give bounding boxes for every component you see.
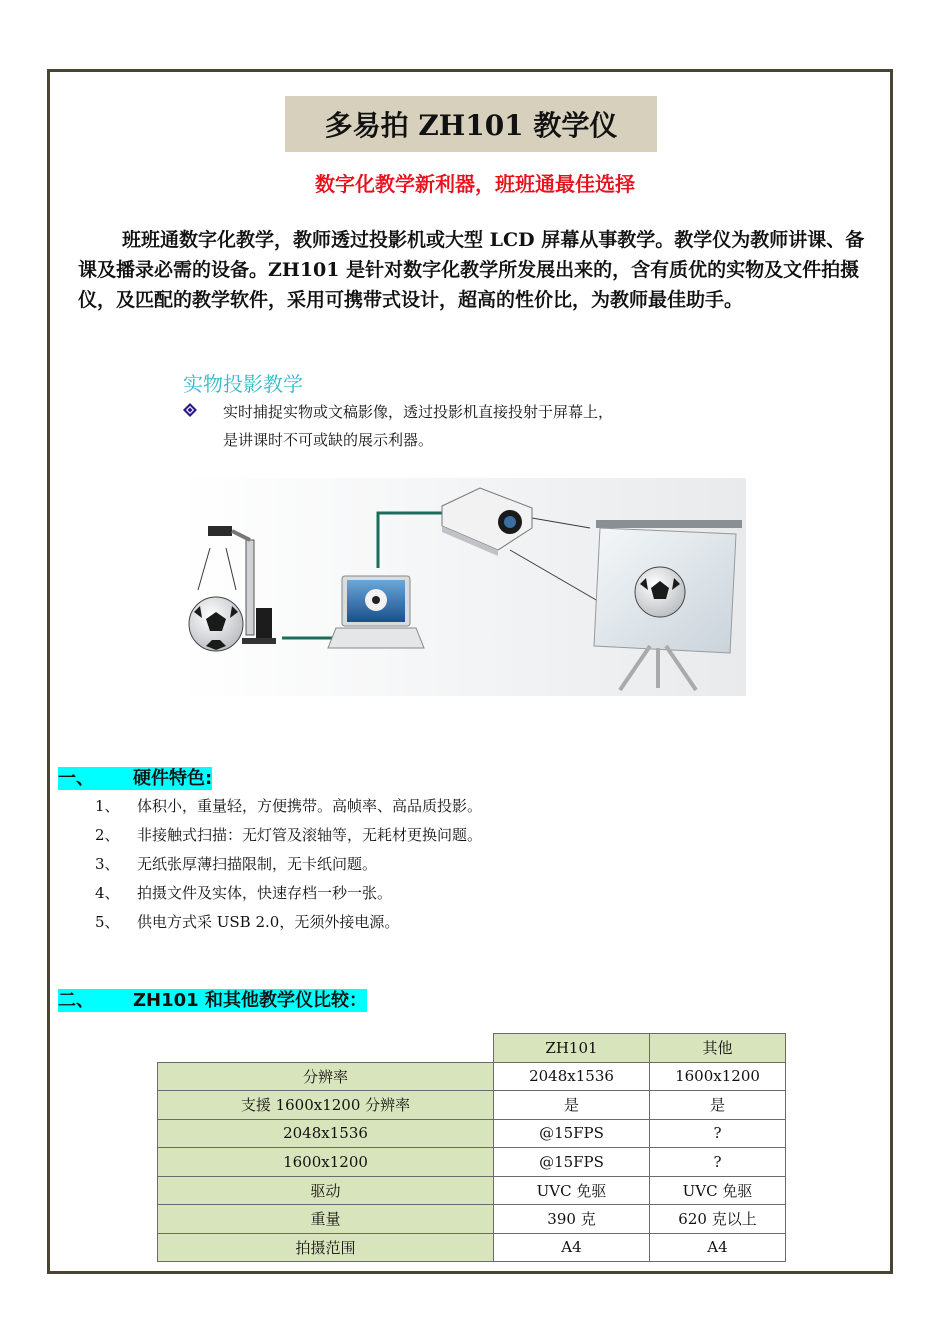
table-row: 重量 390 克 620 克以上 <box>158 1205 786 1234</box>
table-header-row <box>158 1034 786 1063</box>
hardware-features-list <box>95 792 482 937</box>
table-row: 驱动 UVC 免驱 UVC 免驱 <box>158 1176 786 1205</box>
projection-line-1: 实时捕捉实物或文稿影像，透过投影机直接投射于屏幕上， <box>223 403 614 421</box>
list-item: 1、 体积小，重量轻，方便携带。高帧率、高品质投影。 <box>95 797 483 815</box>
list-item: 2、 非接触式扫描：无灯管及滚轴等，无耗材更换问题。 <box>95 826 483 844</box>
projection-line-2: 是讲课时不可或缺的展示利器。 <box>223 431 434 449</box>
table-header-zh101: ZH101 <box>494 1034 650 1063</box>
section1-heading <box>58 764 212 790</box>
section1-title: 硬件特色: <box>133 768 213 789</box>
table-row: 2048x1536 @15FPS ? <box>158 1119 786 1148</box>
table-row: 支援 1600x1200 分辨率 是 是 <box>158 1091 786 1120</box>
projection-section <box>183 368 614 449</box>
section2-title: ZH101 和其他教学仪比较： <box>133 990 367 1011</box>
list-item: 4、 拍摄文件及实体，快速存档一秒一张。 <box>95 884 393 902</box>
projection-diagram <box>180 478 746 696</box>
projection-heading: 实物投影教学 <box>183 372 303 396</box>
table-header-other: 其他 <box>650 1034 786 1063</box>
projection-description <box>223 398 743 454</box>
table-row: 分辨率 2048x1536 1600x1200 <box>158 1062 786 1091</box>
diamond-bullet-icon <box>183 403 197 417</box>
laptop-icon <box>328 576 424 648</box>
section2-number: 二、 <box>58 990 94 1011</box>
intro-paragraph: 班班通数字化教学，教师透过投影机或大型 LCD 屏幕从事教学。教学仪为教师讲课、备课及播录必需的设备。ZH101 是针对数字化教学所发展出来的，含有质优的实物及文件拍摄仪，及匹配的教学软件，采用可携带式设计，超高的性价比，为教师最佳助手。 <box>78 229 865 311</box>
table-row: 1600x1200 @15FPS ? <box>158 1148 786 1177</box>
soccer-ball-icon <box>189 597 243 651</box>
list-item: 3、 无纸张厚薄扫描限制，无卡纸问题。 <box>95 855 378 873</box>
section2-heading <box>58 986 367 1012</box>
comparison-table <box>157 1033 786 1262</box>
subtitle: 数字化教学新利器，班班通最佳选择 <box>315 172 635 196</box>
section1-number: 一、 <box>58 768 94 789</box>
table-row: 拍摄范围 A4 A4 <box>158 1233 786 1262</box>
document-title: 多易拍 ZH101 教学仪 <box>285 96 657 152</box>
list-item: 5、 供电方式采 USB 2.0，无须外接电源。 <box>95 913 400 931</box>
